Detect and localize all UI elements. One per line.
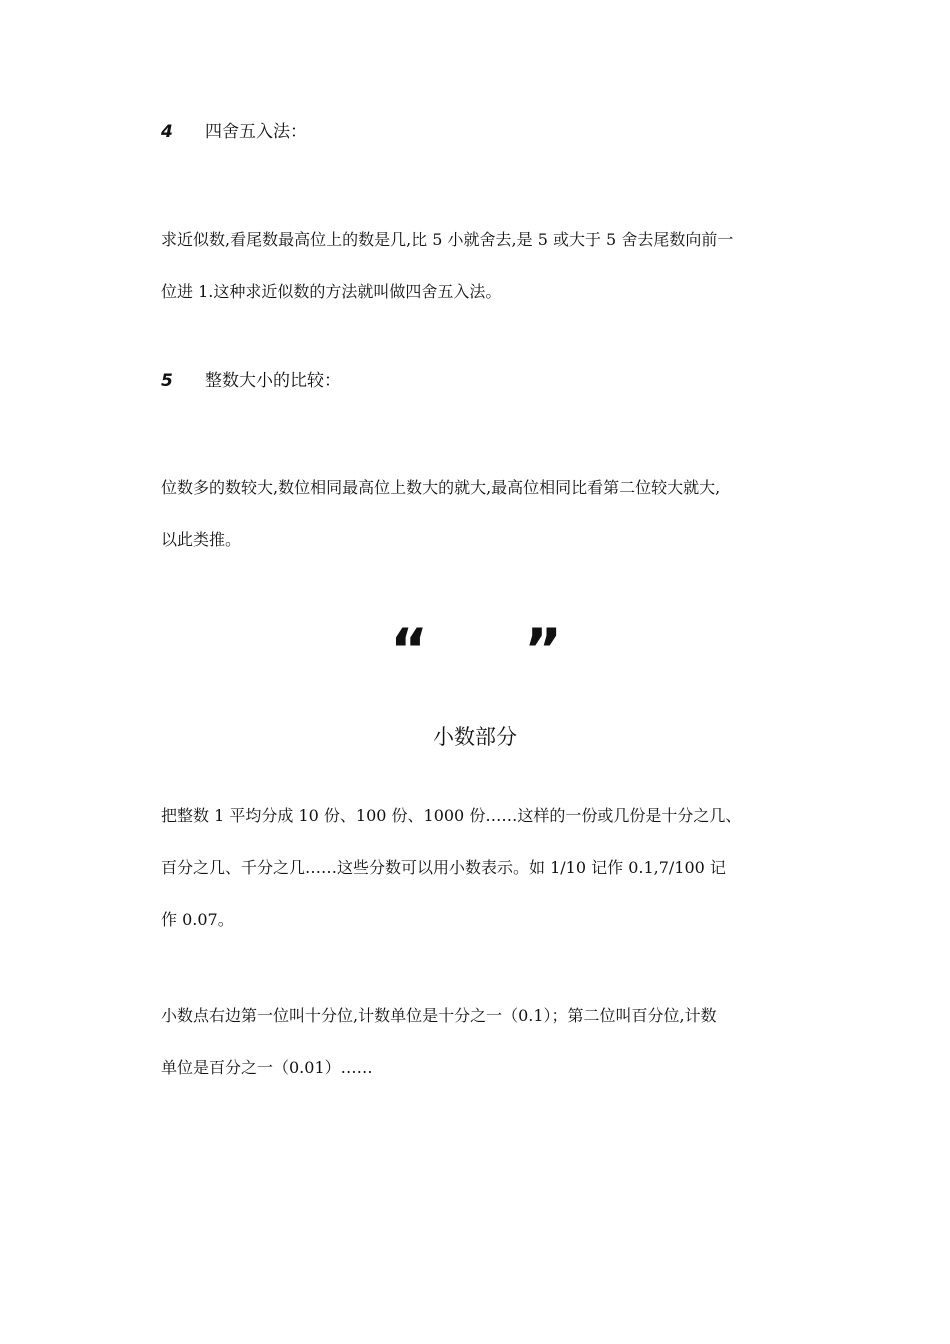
paragraph-line: 作 0.07。 xyxy=(161,910,234,929)
close-quote-mark: ” xyxy=(524,616,563,684)
part-title: 小数部分 xyxy=(433,725,517,749)
paragraph-line: 位数多的数较大,数位相同最高位上数大的就大,最高位相同比看第二位较大就大, xyxy=(161,478,721,497)
paragraph-decimal-definition xyxy=(161,790,791,946)
paragraph-line: 小数点右边第一位叫十分位,计数单位是十分之一（0.1）；第二位叫百分位,计数 xyxy=(161,1006,717,1025)
paragraph-line: 单位是百分之一（0.01）…… xyxy=(161,1058,373,1077)
open-quote-mark: “ xyxy=(390,616,429,684)
paragraph-line: 百分之几、千分之几……这些分数可以用小数表示。如 1/10 记作 0.1,7/100 记 xyxy=(161,858,726,877)
paragraph-line: 把整数 1 平均分成 10 份、100 份、1000 份……这样的一份或几份是十分之几、 xyxy=(161,806,742,825)
paragraph-rounding xyxy=(161,214,791,318)
paragraph-comparison xyxy=(161,462,791,566)
paragraph-line: 以此类推。 xyxy=(161,530,242,549)
section-number: 5 xyxy=(161,371,173,391)
section-title: 四舍五入法： xyxy=(205,122,307,142)
section-heading-rounding xyxy=(161,120,307,144)
paragraph-line: 求近似数,看尾数最高位上的数是几,比 5 小就舍去,是 5 或大于 5 舍去尾数向前一 xyxy=(161,230,734,249)
section-number: 4 xyxy=(161,122,173,142)
section-heading-comparison xyxy=(161,369,341,393)
paragraph-decimal-places xyxy=(161,990,791,1094)
paragraph-line: 位进 1.这种求近似数的方法就叫做四舍五入法。 xyxy=(161,282,502,301)
section-title: 整数大小的比较： xyxy=(205,371,341,391)
